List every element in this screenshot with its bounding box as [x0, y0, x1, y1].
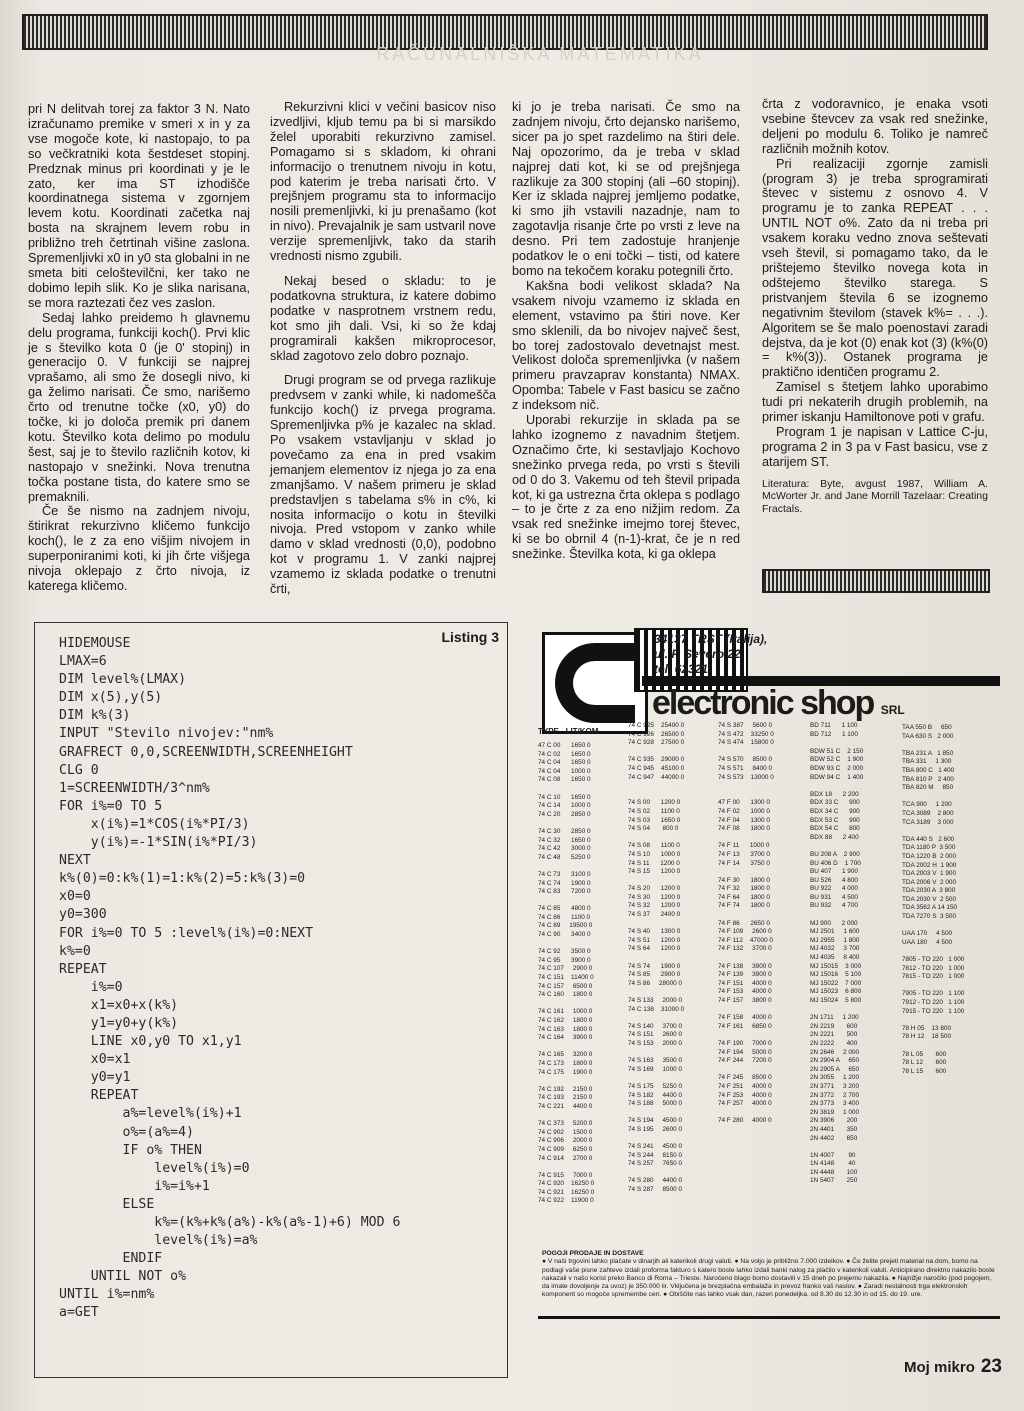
conditions-title: POGOJI PRODAJE IN DOSTAVE [542, 1250, 644, 1257]
address-line: tel. 62321 [654, 662, 709, 676]
price-column: TAA 550 B 650 TAA 630 S 2 000 TBA 231 A 1 850 TBA 331 1 300 TBA 800 C 1 400 TBA 810 P 2 400 TBA 820 M 850 TCA 900 1 200 TCA 3089 2 800 TCA 3189 3 000 TDA 440 S 2 600 TDA 1180 P 3 500 TDA 1220 B 2 000 TDA 2002 H 1 900 TDA 2003 V 1 900 TDA 2006 V 2 000 TDA 2030 A 3 800 TDA 2030 V 2 500 TDA 3562 A 14 150 TDA 7270 S 3 500 UAA 170 4 500 UAA 180 4 500 7805 - TO 220 1 000 7812 - TO 220 1 000 7815 - TO 220 1 000 7905 - TO 220 1 100 7912 - TO 220 1 100 7915 - TO 220 1 100 78 H 05 13 800 78 H 12 18 500 78 L 05 600 78 L 12 600 78 L 15 600 [902, 724, 965, 1075]
brand-suffix: SRL [880, 703, 905, 717]
bottom-rule [538, 1316, 1000, 1319]
paragraph: Pri realizaciji zgornje zamisli (program 3) je treba sprogramirati števec v sistemu z osnovo 4. V programu je to zanka REPEAT . . . UNTIL NOT o%. Zato da ni treba pri vsakem koraku vedno znova seštevati vseh števil, si pomagamo tako, da le prištejemo številko novega kota in odštejemo številko starega. S pristvanjem števila 6 se izognemo negativnim številom (stavek k%= . . .). Algoritem se še malo poenostavi zaradi dejstva, da je kot (0) enak kot (3) (k%(0) = k%(3)). Ostanek programa je praktično identičen programu 2. [762, 156, 988, 380]
brand-name [652, 684, 905, 723]
page-footer [904, 1356, 1002, 1378]
logo-box [542, 632, 648, 734]
price-column: BD 711 1 100 BD 712 1 100 BDW 51 C 2 150 BDW 52 C 1 900 BDW 93 C 2 000 BDW 94 C 1 400 BDX 18 2 200 BDX 33 C 900 BDX 34 C 900 BDX 53 C 900 BDX 54 C 800 BDX 88 2 400 BU 208 A 2 900 BU 406 D 1 700 BU 407 1 900 BU 526 4 800 BU 922 4 000 BU 931 4 500 BU 932 4 700 MJ 900 2 000 MJ 2501 1 600 MJ 2955 1 800 MJ 4032 3 700 MJ 4035 8 400 MJ 15015 3 000 MJ 15016 5 100 MJ 15022 7 000 MJ 15023 6 800 MJ 15024 5 800 2N 1711 1 200 2N 2219 600 2N 2221 500 2N 2222 400 2N 2646 2 000 2N 2904 A 650 2N 2905 A 650 2N 3055 1 200 2N 3771 3 200 2N 3772 2 700 2N 3773 3 400 2N 3819 1 000 2N 3906 200 2N 4401 350 2N 4402 650 1N 4007 90 1N 4148 40 1N 4448 100 1N 5407 250 [810, 722, 864, 1185]
address-line: ul. F. Severo 22, [654, 647, 745, 661]
price-table-header: TYPE LIT/KOM [538, 727, 599, 736]
article-column-1 [28, 102, 250, 594]
paragraph: Program 1 je napisan v Lattice C-ju, programa 2 in 3 pa v Fast basicu, vse z atarijem ST. [762, 424, 988, 469]
paragraph: pri N delitvah torej za faktor 3 N. Nato izračunamo premike v smeri x in y za vse mogoče kote, ki nastopajo, to pa so večkratniki kota šestdeset stopinj. Predznak minus pri koordinati y je le zato, ker ima ST izhodišče koordinatnega sistema v zgornjem levem kotu. Koordinati začetka naj bosta na skrajnem levem robu in približno treh četrtinah višine zaslona. Spremenljivki x0 in y0 sta globalni in ne smeta biti celoštevilčni, ker tako ne dobimo lepih slik. Ko je slika narisana, se mora raztezati čez ves zaslon. [28, 102, 250, 310]
section-bar [762, 569, 990, 593]
paragraph: Uporabi rekurzije in sklada pa se lahko izognemo z navadnim štetjem. Označimo črte, ki sestavljajo Kochovo snežinko prvega reda, po vrsti s števili od 0 do 3. Vakemu od teh števil pripada kot, ki ga ustrezna črta oklepa s podlago – to je črte z za eno nižjim redom. Za vsak red snežinke imejmo torej števec, ki se bo obrnil 4 (n-1)-krat, če je n red snežinke. Številka kota, ki ga oklepa [512, 413, 740, 562]
paragraph: Drugi program se od prvega razlikuje predvsem v zanki while, ki nadomešča funkcijo koch() iz prvega programa. Spremenljivka p% je kazalec na sklad. Po vsakem vstavljanju v sklad jo povečamo za ena in pred vsakim jemanjem elementov iz njega jo za ena zmanjšamo. V našem primeru je sklad predstavljen s tabelama s% in c%, ki nosita informacijo o kotu in številki nivoja. Pred vstopom v zanko while damo v sklad vrednosti (0,0), podobno kot v programu 1. V zanki najprej vzamemo iz sklada podatke o trenutni črti, [270, 373, 496, 597]
paragraph: Če še nismo na zadnjem nivoju, štirikrat rekurzivno kličemo funkcijo koch(), le z za eno višjim nivojem in superponiranimi koti, ki jih črte višjega nivoja oklepajo z črto nivoja, iz katerega kličemo. [28, 504, 250, 593]
magazine-name: Moj mikro [904, 1359, 975, 1376]
logo-e-icon [555, 643, 635, 723]
brand-text: electronic shop [652, 684, 874, 722]
listing-title: Listing 3 [441, 629, 499, 645]
paragraph: Sedaj lahko preidemo h glavnemu delu programa, funkciji koch(). Prvi klic je s številko kota 0 (je 0' stopinj) in generacijo 0. V funkciji se najprej vprašamo, ali smo že dosegli nivo, ki ga želimo narisati. Če smo, narišemo črto od trenutne točke (x0, y0) do točke, ki jo določa premik pri danem kotu. Številko kota delimo po modulu šest, saj je to število različnih kotov, ki nastopajo v snežinki. Nova trenutna točka postane tista, do katere smo se premaknili. [28, 310, 250, 504]
advertisement [538, 622, 1000, 1312]
paragraph: Nekaj besed o skladu: to je podatkovna struktura, iz katere dobimo podatke v nasprotnem vrstnem redu, kot smo jih dali. Vsi, ki so že kdaj programirali kakšen mikroprocesor, sklad zagotovo zelo dobro poznajo. [270, 273, 496, 363]
page-number: 23 [980, 1356, 1002, 1377]
price-column: 74 S 387 5600 0 74 S 472 33250 0 74 S 474 15800 0 74 S 570 8500 0 74 S 571 8400 0 74 S 573 13000 0 47 F 00 1300 0 74 F 02 1000 0 74 F 04 1300 0 74 F 08 1800 0 74 F 11 1000 0 74 F 13 3700 0 74 F 14 3750 0 74 F 30 1800 0 74 F 32 1800 0 74 F 64 1800 0 74 F 74 1800 0 74 F 86 2650 0 74 F 109 2600 0 74 F 112 47000 0 74 F 132 3700 0 74 F 138 3900 0 74 F 139 3900 0 74 F 151 4000 0 74 F 153 4000 0 74 F 157 3800 0 74 F 158 4000 0 74 F 161 6850 0 74 F 190 7000 0 74 F 194 5000 0 74 F 244 7200 0 74 F 245 8500 0 74 F 251 4000 0 74 F 253 4000 0 74 F 257 4000 0 74 F 280 4000 0 [718, 722, 774, 1125]
sales-conditions [542, 1250, 996, 1300]
listing-box [34, 622, 508, 1378]
faint-header: RAČUNALNIŠKA MATEMATIKA [376, 44, 704, 64]
conditions-text: ● V naši trgovini lahko plačate v dinarjih ali katerikoli drugi valuti. ● Na voljo je približno 7.000 izdelkov. ● Če želite prejeti material na dom, bomo na podlagi vaše pisne zahteve izdali proforma fakturo s katero boste lahko izdali banki nalog za plačilo v katerikoli valuti. Anticipirano direktno nakazilo boste nakazali v našo korist preko Banco di Roma – Trieste. Naročeno blago bomo dostavili v 15 dneh po prejemu nakazila. ● Najnižje naročilo (pod pogojem, da imate dovoljenje za uvoz) je 350.000 lir. Vključena je brezplačna embalaža in prevoz franko vaš naslov. ● Zaradi nestalnosti trga elektronskih komponent so mogoče spremembe cen. ● Obiščite nas lahko vsak dan, razen ponedeljka, od 8.30 do 12.30 in od 15. do 19. ure. [542, 1258, 995, 1299]
paragraph: ki jo je treba narisati. Če smo na zadnjem nivoju, črto dejansko narišemo, sicer pa jo spet razdelimo na štiri dele. Naj opozorimo, da je treba v sklad najprej dati kot, ki se od prejšnjega razlikuje za 300 stopinj (ali –60 stopinj). Ker iz sklada najprej jemljemo podatke, ki smo jih vstavili nazadnje, nam to zagotavlja risanje črte po vrsti z leve na desno. Pri tem zadostuje hranjenje podatkov le o eni točki – tisti, od katere bomo na tekočem koraku potegnili črto. [512, 100, 740, 278]
address-line: 34137 TRST (Italija), [654, 632, 768, 646]
article-column-4 [762, 97, 988, 516]
paragraph: črta z vodoravnico, je enaka vsoti vsebine števcev za vsak red snežinke, deljeni po modulu 6. Toliko je namreč različnih možnih kotov. [762, 97, 988, 156]
article-column-3 [512, 100, 740, 562]
shop-address [654, 632, 767, 677]
paragraph: Zamisel s štetjem lahko uporabimo tudi pri nekaterih drugih problemih, na primer iskanju Hamiltonove poti v grafu. [762, 380, 988, 425]
code-listing: HIDEMOUSE LMAX=6 DIM level%(LMAX) DIM x(5),y(5) DIM k%(3) INPUT "Stevilo nivojev:"nm% GRAFRECT 0,0,SCREENWIDTH,SCREENHEIGHT CLG 0 1=SCREENWIDTH/3^nm% FOR i%=0 TO 5 x(i%)=1*COS(i%*PI/3) y(i%)=-1*SIN(i%*PI/3) NEXT k%(0)=0:k%(1)=1:k%(2)=5:k%(3)=0 x0=0 y0=300 FOR i%=0 TO 5 :level%(i%)=0:NEXT k%=0 REPEAT i%=0 x1=x0+x(k%) y1=y0+y(k%) LINE x0,y0 TO x1,y1 x0=x1 y0=y1 REPEAT a%=level%(i%)+1 o%=(a%=4) IF o% THEN level%(i%)=0 i%=i%+1 ELSE k%=(k%+k%(a%)-k%(a%-1)+6) MOD 6 level%(i%)=a% ENDIF UNTIL NOT o% UNTIL i%=nm% a=GET [59, 636, 401, 1321]
reference-note: Literatura: Byte, avgust 1987, William A. McWorter Jr. and Jane Morrill Tazelaar: Creating Fractals. [762, 477, 988, 516]
paragraph: Rekurzivni klici v večini basicov niso izvedljivi, kljub temu pa bi si marsikdo želel uporabiti rekurzivno zamisel. Pomagamo si s skladom, ki ohrani informacijo o trenutnem nivoju in kotu, pod katerim je treba narisati črto. V prejšnjem programu sta to informacijo nosili premenljivki, ki ju prenašamo (kot in nivo). Prevajalnik je sam ustvaril nove verzije spremenljivk, tako da starih vrednosti nismo zgubili. [270, 100, 496, 264]
price-column: 47 C 00 1650 0 74 C 02 1650 0 74 C 04 1650 0 74 C 04 1000 0 74 C 08 1650 0 74 C 10 1650 0 74 C 14 1000 0 74 C 20 2850 0 74 C 30 2850 0 74 C 32 1650 0 74 C 42 3000 0 74 C 48 5250 0 74 C 73 3100 0 74 C 74 1900 0 74 C 83 7200 0 74 C 85 4800 0 74 C 86 1100 0 74 C 89 19500 0 74 C 90 3400 0 74 C 92 3500 0 74 C 95 3900 0 74 C 107 2900 0 74 C 151 11400 0 74 C 157 6500 0 74 C 160 1800 0 74 C 161 1000 0 74 C 162 1800 0 74 C 163 1800 0 74 C 164 3900 0 74 C 165 3200 0 74 C 173 1800 0 74 C 175 1900 0 74 C 192 2150 0 74 C 193 2150 0 74 C 221 4400 0 74 C 373 5200 0 74 C 902 1500 0 74 C 906 2000 0 74 C 909 6250 0 74 C 914 2700 0 74 C 915 7000 0 74 C 920 16250 0 74 C 921 16250 0 74 C 922 11900 0 [538, 742, 595, 1205]
paragraph: Kakšna bodi velikost sklada? Na vsakem nivoju vzamemo iz sklada en element, vstavimo pa štiri nove. Ker smo sklenili, da bo nivojev največ šest, bo torej zadostovalo devetnajst mest. Velikost določa spremenljivka (v našem primeru pravzaprav konstanta) NMAX. Opomba: Tabele v Fast basicu se začno z indeksom nič. [512, 278, 740, 413]
article-column-2 [270, 100, 496, 597]
price-column: 74 C 925 25400 0 74 C 926 26500 0 74 C 928 27500 0 74 C 935 29000 0 74 C 945 45100 0 74 C 947 44000 0 74 S 00 1200 0 74 S 02 1100 0 74 S 03 1650 0 74 S 04 800 0 74 S 08 1100 0 74 S 10 1000 0 74 S 11 1200 0 74 S 15 1200 0 74 S 20 1200 0 74 S 30 1200 0 74 S 32 1200 0 74 S 37 2400 0 74 S 40 1300 0 74 S 51 1200 0 74 S 64 1200 0 74 S 74 1900 0 74 S 85 2900 0 74 S 86 28000 0 74 S 133 2000 0 74 C 138 31000 0 74 S 140 3700 0 74 S 151 2600 0 74 S 153 2000 0 74 S 163 3500 0 74 S 169 1000 0 74 S 175 5250 0 74 S 182 4400 0 74 S 188 5000 0 74 S 194 4500 0 74 S 195 2600 0 74 S 241 4500 0 74 S 244 8150 0 74 S 257 7650 0 74 S 280 4400 0 74 S 287 8500 0 [628, 722, 685, 1194]
